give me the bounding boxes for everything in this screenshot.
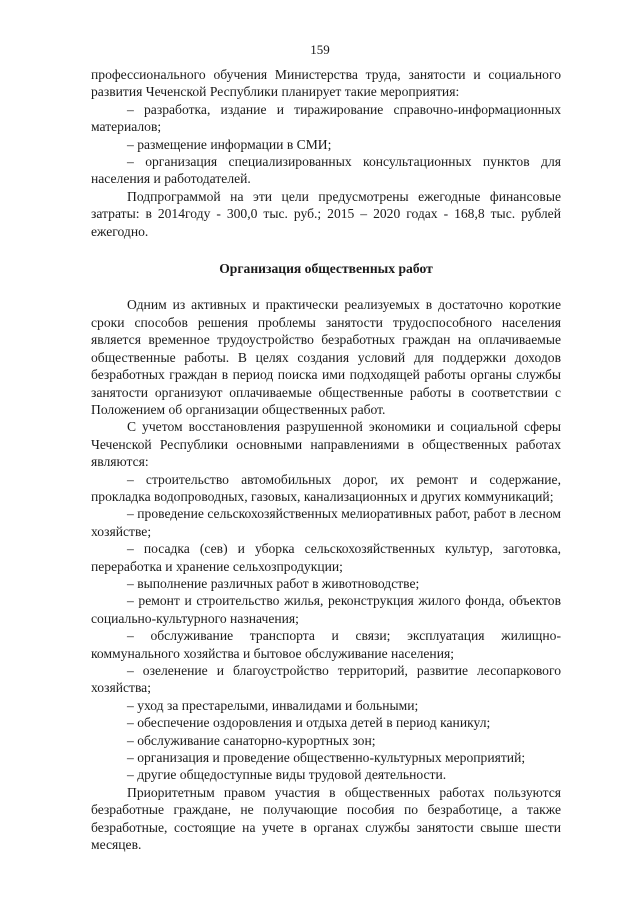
paragraph-funding: Подпрограммой на эти цели предусмотрены ежегодные финансовые затраты: в 2014году - 300,0 тыс. руб.; 2015 – 2020 годах - 168,8 тыс. рублей ежегодно. <box>91 188 561 239</box>
list-item: – организация специализированных консультационных пунктов для населения и работодателей. <box>91 154 561 187</box>
list-item: – разработка, издание и тиражирование справочно-информационных материалов; <box>91 101 561 135</box>
list-item: – обслуживание санаторно-курортных зон; <box>127 732 376 748</box>
paragraph: Приоритетным правом участия в общественных работах пользуются безработные граждане, не получающие пособия по безработице, а также безработные, состоящие на учете в органах службы занятости свыше шести месяцев. <box>91 784 561 853</box>
paragraph-continuation: профессионального обучения Министерства труда, занятости и социального развития Чеченской Республики планирует такие мероприятия: <box>91 67 561 100</box>
page-content <box>91 66 561 853</box>
list-item: – ремонт и строительство жилья, реконструкция жилого фонда, объектов социально-культурного назначения; <box>91 593 561 626</box>
list-item: – обслуживание транспорта и связи; эксплуатация жилищно-коммунального хозяйства и бытовое обслуживание населения; <box>91 628 561 661</box>
list-item: – посадка (сев) и уборка сельскохозяйственных культур, заготовка, переработка и хранение сельхозпродукции; <box>91 541 561 574</box>
list-item: – обеспечение оздоровления и отдыха детей в период каникул; <box>127 715 491 731</box>
paragraph: Одним из активных и практически реализуемых в достаточно короткие сроки способов решения проблемы занятости трудоспособного населения является временное трудоустройство безработных граждан на оплачиваемые общественные работы. В целях создания условий для поддержки доходов безработных граждан в период поиска ими подходящей работы органы службы занятости организуют оплачиваемые общественные работы в соответствии с Положением об организации общественных работ. <box>91 297 561 417</box>
paragraph: С учетом восстановления разрушенной экономики и социальной сферы Чеченской Республики основными направлениями в общественных работах являются: <box>91 419 561 470</box>
list-item: – другие общедоступные виды трудовой деятельности. <box>127 767 447 783</box>
list-item: – озеленение и благоустройство территорий, развитие лесопаркового хозяйства; <box>91 663 561 696</box>
list-item: – организация и проведение общественно-культурных мероприятий; <box>127 750 526 766</box>
list-item: – проведение сельскохозяйственных мелиоративных работ, работ в лесном хозяйстве; <box>91 506 561 539</box>
list-item: – уход за престарелыми, инвалидами и больными; <box>127 697 419 713</box>
section-heading: Организация общественных работ <box>219 261 433 277</box>
page-number: 159 <box>310 42 330 57</box>
list-item: – выполнение различных работ в животноводстве; <box>127 575 420 591</box>
list-item: – строительство автомобильных дорог, их ремонт и содержание, прокладка водопроводных, газовых, канализационных и других коммуникаций; <box>91 471 561 504</box>
list-item: – размещение информации в СМИ; <box>127 136 332 152</box>
